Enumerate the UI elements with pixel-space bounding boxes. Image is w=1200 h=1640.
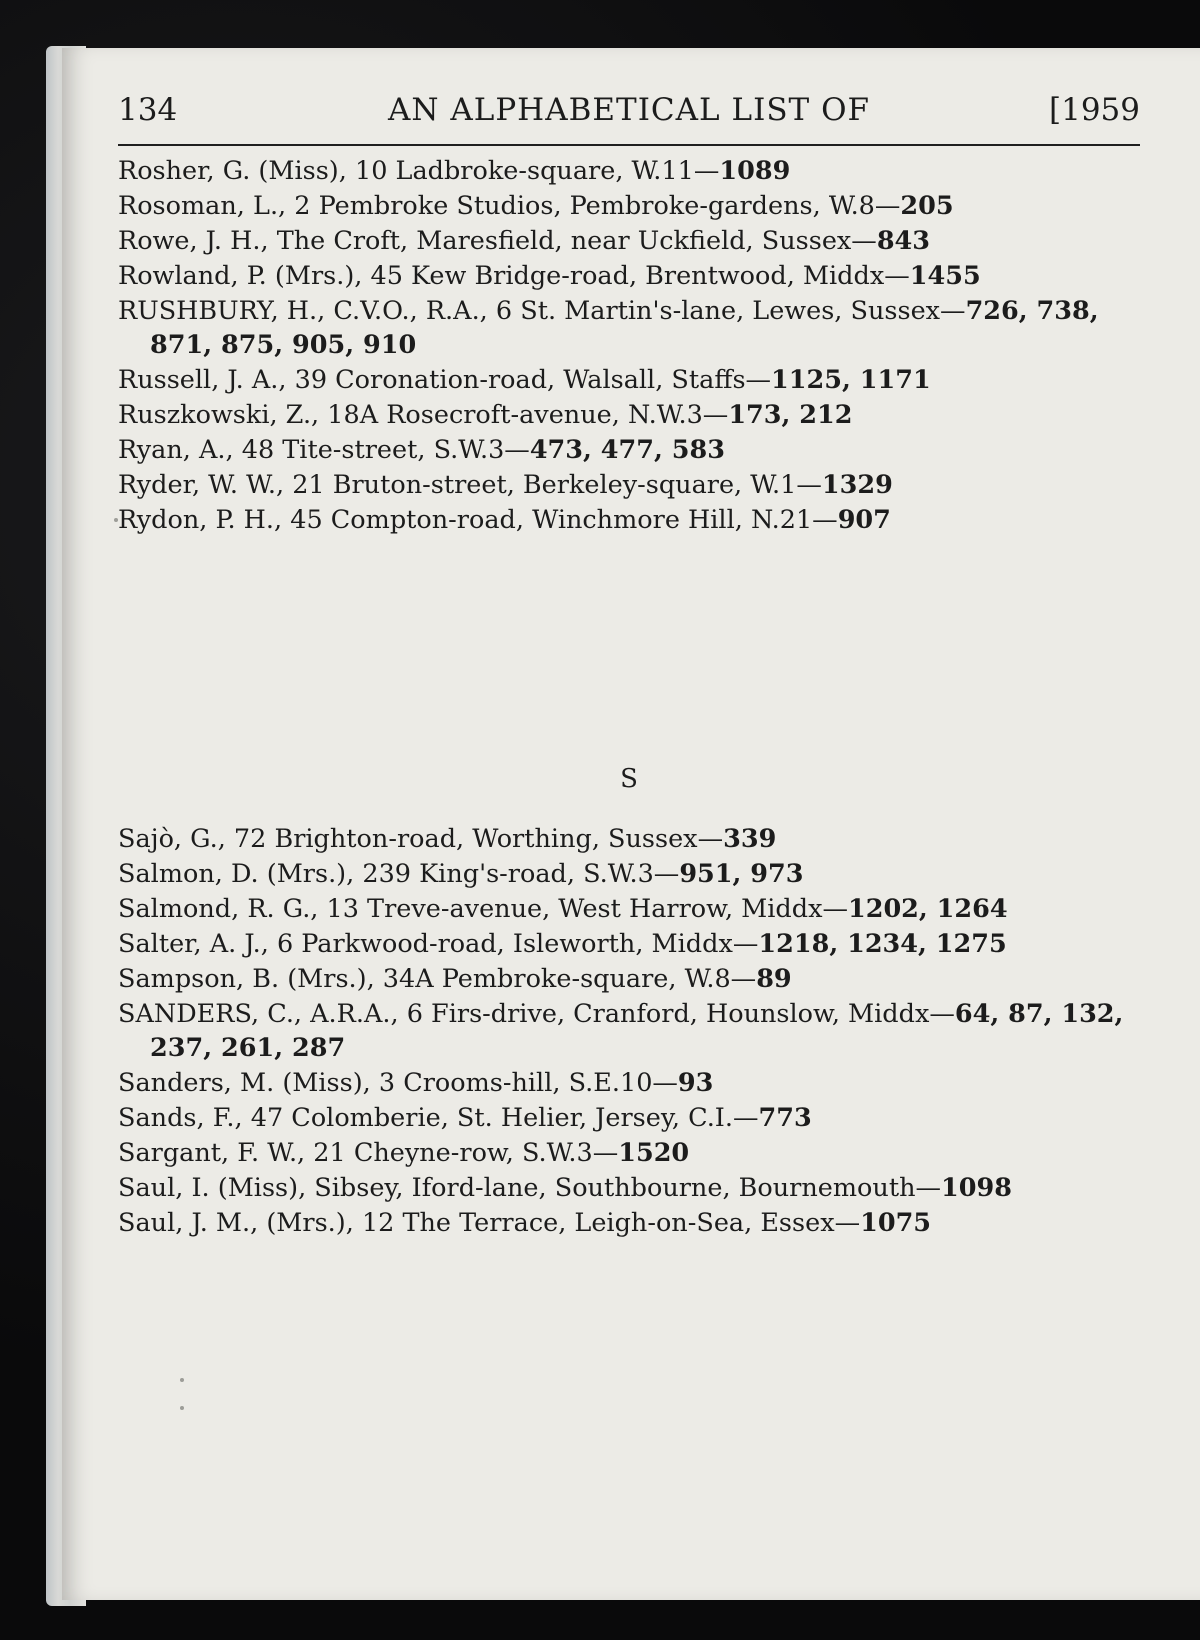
list-item: Saul, I. (Miss), Sibsey, Iford-lane, Southbourne, Bournemouth—1098 — [118, 1173, 1012, 1203]
list-item: Sajò, G., 72 Brighton-road, Worthing, Sussex—339 — [118, 824, 777, 854]
running-title: AN ALPHABETICAL LIST OF — [387, 92, 871, 128]
list-item: Salmond, R. G., 13 Treve-avenue, West Harrow, Middx—1202, 1264 — [118, 894, 1008, 924]
paper-speck — [180, 1378, 184, 1382]
list-item: SANDERS, C., A.R.A., 6 Firs-drive, Cranford, Hounslow, Middx—64, 87, 132, 237, 261, 287 — [118, 999, 1124, 1063]
list-item: Ruszkowski, Z., 18A Rosecroft-avenue, N.W.3—173, 212 — [118, 400, 853, 430]
list-item: Russell, J. A., 39 Coronation-road, Walsall, Staffs—1125, 1171 — [118, 365, 931, 395]
section-letter: S — [620, 764, 638, 794]
year-marker: [1959 — [1049, 92, 1140, 128]
list-item: Rowland, P. (Mrs.), 45 Kew Bridge-road, Brentwood, Middx—1455 — [118, 261, 981, 291]
list-item: Ryan, A., 48 Tite-street, S.W.3—473, 477, 583 — [118, 435, 726, 465]
entries-r-section — [118, 154, 1140, 538]
list-item: Ryder, W. W., 21 Bruton-street, Berkeley-square, W.1—1329 — [118, 470, 893, 500]
page-number: 134 — [118, 92, 178, 128]
list-item: Sampson, B. (Mrs.), 34A Pembroke-square, W.8—89 — [118, 964, 792, 994]
list-item: Rosher, G. (Miss), 10 Ladbroke-square, W.11—1089 — [118, 156, 791, 186]
header-rule — [118, 144, 1140, 146]
list-item: Sands, F., 47 Colomberie, St. Helier, Jersey, C.I.—773 — [118, 1103, 812, 1133]
list-item: Sargant, F. W., 21 Cheyne-row, S.W.3—1520 — [118, 1138, 690, 1168]
list-item: RUSHBURY, H., C.V.O., R.A., 6 St. Martin's-lane, Lewes, Sussex—726, 738, 871, 875, 905, 910 — [118, 296, 1099, 360]
list-item: Rowe, J. H., The Croft, Maresfield, near Uckfield, Sussex—843 — [118, 226, 931, 256]
list-item: Saul, J. M., (Mrs.), 12 The Terrace, Leigh-on-Sea, Essex—1075 — [118, 1208, 932, 1238]
list-item: Sanders, M. (Miss), 3 Crooms-hill, S.E.10—93 — [118, 1068, 714, 1098]
paper-speck — [180, 1406, 184, 1410]
running-header — [118, 92, 1140, 148]
entries-s-section — [118, 822, 1140, 1241]
list-item: Salter, A. J., 6 Parkwood-road, Isleworth, Middx—1218, 1234, 1275 — [118, 929, 1007, 959]
list-item: Salmon, D. (Mrs.), 239 King's-road, S.W.3—951, 973 — [118, 859, 804, 889]
list-item: Rydon, P. H., 45 Compton-road, Winchmore Hill, N.21—907 — [118, 505, 891, 535]
list-item: Rosoman, L., 2 Pembroke Studios, Pembroke-gardens, W.8—205 — [118, 191, 954, 221]
